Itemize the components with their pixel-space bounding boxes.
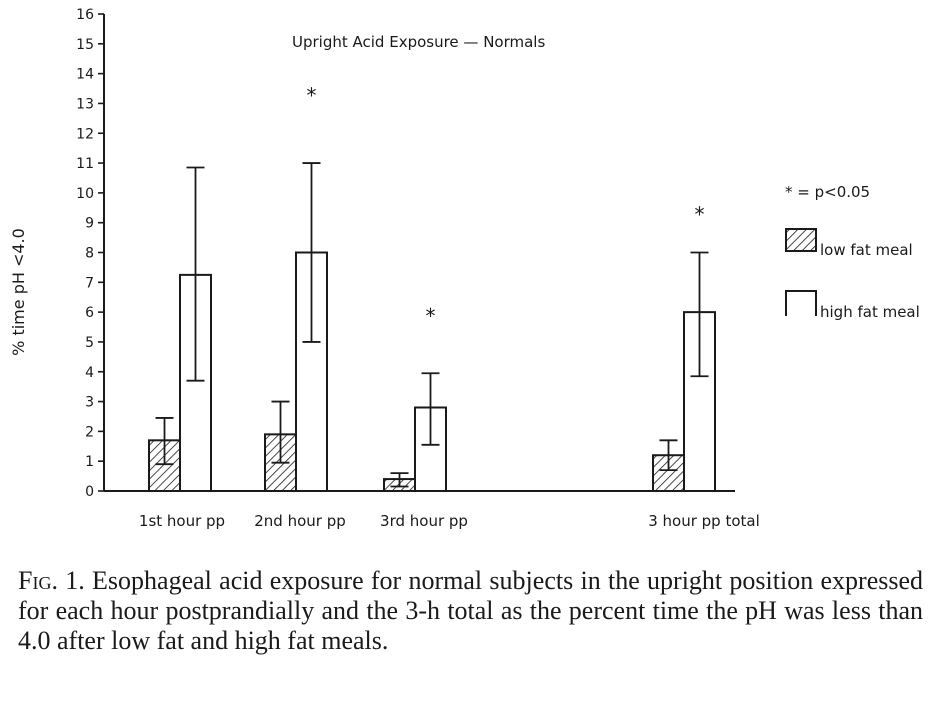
figure-label: Fig. 1.: [18, 566, 85, 595]
x-tick-label: 3 hour pp total: [648, 512, 760, 530]
x-tick-label: 3rd hour pp: [380, 512, 468, 530]
y-tick-label: 5: [85, 334, 94, 351]
x-axis-ticks: [139, 512, 760, 530]
y-tick-label: 3: [85, 394, 94, 411]
chart-bars: [149, 253, 715, 492]
significance-markers: [307, 83, 705, 328]
legend-swatch-low-fat: [786, 229, 816, 251]
y-tick-label: 6: [85, 305, 94, 322]
legend-label-high-fat: high fat meal: [820, 303, 920, 321]
y-tick-label: 15: [76, 36, 94, 53]
significance-legend: * = p<0.05: [785, 183, 871, 201]
legend-swatch-high-fat: [786, 291, 816, 316]
y-tick-label: 16: [76, 7, 94, 23]
figure-caption: [18, 566, 923, 656]
y-tick-label: 7: [85, 275, 94, 292]
y-tick-label: 1: [85, 454, 94, 471]
y-axis-ticks: [76, 7, 104, 500]
x-tick-label: 1st hour pp: [138, 512, 226, 530]
significance-star: *: [425, 304, 436, 329]
x-tick-label: 2nd hour pp: [254, 512, 346, 530]
significance-star: *: [694, 202, 705, 227]
y-tick-label: 10: [76, 185, 94, 202]
legend-label-low-fat: low fat meal: [820, 241, 913, 259]
y-tick-label: 12: [76, 126, 94, 143]
y-tick-label: 13: [76, 96, 94, 113]
y-axis-label: % time pH <4.0: [9, 228, 28, 356]
y-tick-label: 4: [85, 364, 94, 381]
y-tick-label: 14: [76, 66, 94, 83]
y-tick-label: 8: [85, 245, 94, 262]
chart-axes: [104, 14, 735, 491]
y-tick-label: 2: [85, 424, 94, 441]
chart-title: Upright Acid Exposure — Normals: [292, 33, 546, 51]
y-tick-label: 9: [85, 215, 94, 232]
legend: [785, 183, 920, 321]
y-tick-label: 0: [85, 484, 94, 500]
y-tick-label: 11: [76, 156, 94, 173]
caption-text: Esophageal acid exposure for normal subjects in the upright position expressed for each hour postprandially and the 3-h total as the percent time the pH was less than 4.0 after low fat and high fat meals.: [18, 566, 924, 655]
significance-star: *: [306, 83, 317, 108]
